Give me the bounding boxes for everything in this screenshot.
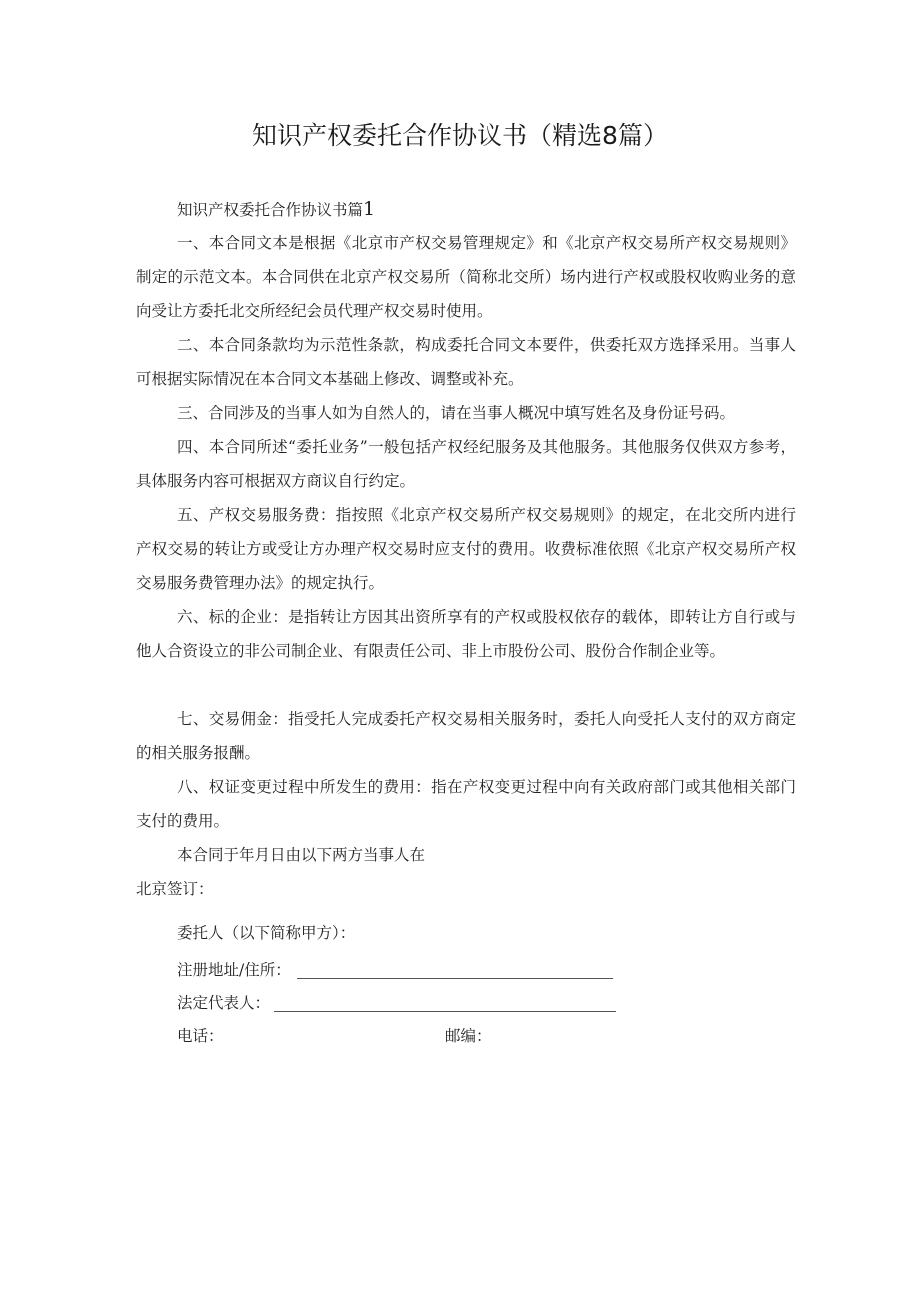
party-a-label: 委托人（以下简称甲方）： <box>177 924 356 942</box>
address-line <box>177 953 837 987</box>
signing-line-2: 北京签订： <box>136 880 214 898</box>
paragraph-1: 一、本合同文本是根据《北京市产权交易管理规定》和《北京产权交易所产权交易规则》制定的示范文本。本合同供在北京产权交易所（简称北交所）场内进行产权或股权收购业务的意向受让方委托北交所经纪会员代理产权交易时使用。 <box>136 234 796 320</box>
section-heading <box>177 192 837 227</box>
legal-rep-label: 法定代表人： <box>177 994 271 1012</box>
legal-rep-line <box>177 986 837 1020</box>
zip-label: 邮编： <box>445 1027 492 1045</box>
section-heading-text: 知识产权委托合作协议书篇 <box>177 201 364 219</box>
address-blank <box>297 958 613 979</box>
paragraph-3: 三、合同涉及的当事人如为自然人的，请在当事人概况中填写姓名及身份证号码。 <box>177 404 736 422</box>
paragraph-4: 四、本合同所述“委托业务”一般包括产权经纪服务及其他服务。其他服务仅供双方参考，具体服务内容可根据双方商议自行约定。 <box>136 438 796 490</box>
paragraph-2: 二、本合同条款均为示范性条款，构成委托合同文本要件，供委托双方选择采用。当事人可根据实际情况在本合同文本基础上修改、调整或补充。 <box>136 336 796 388</box>
address-label: 注册地址/住所： <box>177 961 291 979</box>
paragraph-6: 六、标的企业：是指转让方因其出资所享有的产权或股权依存的载体，即转让方自行或与他人合资设立的非公司制企业、有限责任公司、非上市股份公司、股份合作制企业等。 <box>136 608 796 660</box>
section-number: 1 <box>363 198 376 220</box>
legal-rep-blank <box>274 991 616 1012</box>
signing-line-1: 本合同于年月日由以下两方当事人在 <box>177 846 426 864</box>
paragraph-5: 五、产权交易服务费：指按照《北京产权交易所产权交易规则》的规定，在北交所内进行产权交易的转让方或受让方办理产权交易时应支付的费用。收费标准依照《北京产权交易所产权交易服务费管理办法》的规定执行。 <box>136 506 796 592</box>
paragraph-8: 八、权证变更过程中所发生的费用：指在产权变更过程中向有关政府部门或其他相关部门支付的费用。 <box>136 778 796 830</box>
paragraph-7: 七、交易佣金：指受托人完成委托产权交易相关服务时，委托人向受托人支付的双方商定的相关服务报酬。 <box>136 710 796 762</box>
document-title: 知识产权委托合作协议书（精选8篇） <box>252 121 668 150</box>
phone-label: 电话： <box>177 1027 224 1045</box>
